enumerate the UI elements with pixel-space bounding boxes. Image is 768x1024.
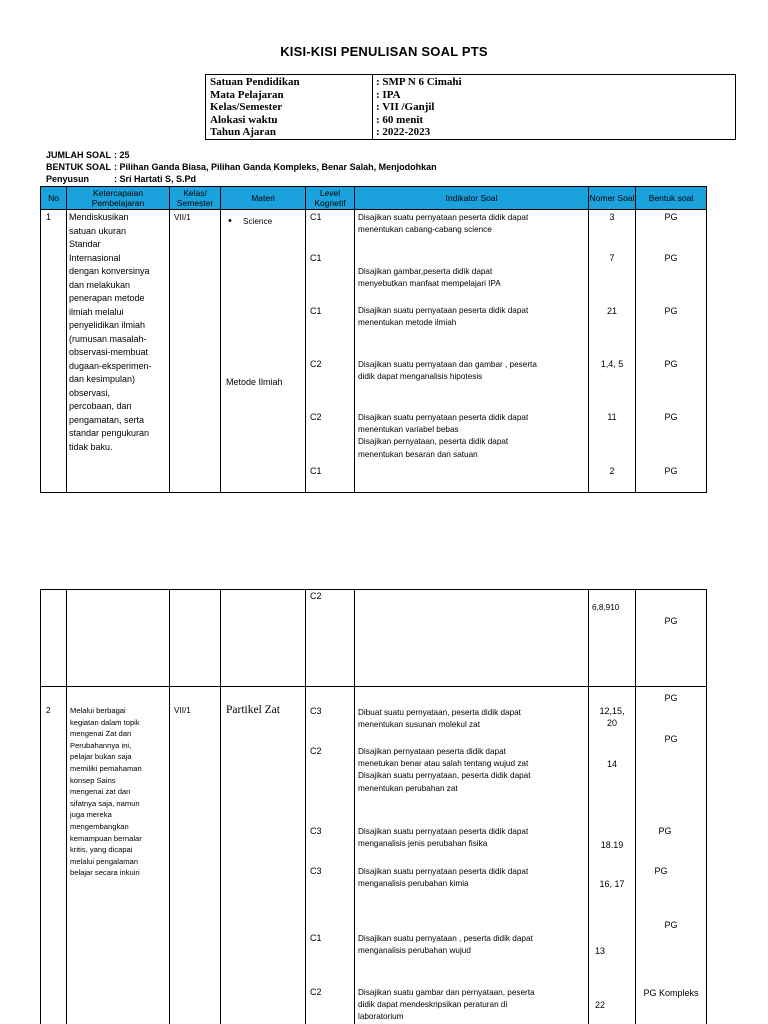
text-line: observasi, <box>69 387 111 398</box>
level: C2 <box>310 746 322 756</box>
text-line: menentukan perubahan zat <box>358 783 458 793</box>
text-line: didik dapat mendeskripsikan peraturan di <box>358 1000 508 1010</box>
text-line: menyebutkan manfaat mempelajari IPA <box>358 279 501 289</box>
text-line: mengenai Zat dan <box>70 729 132 739</box>
text-line: Standar <box>69 239 101 249</box>
indikator <box>358 212 528 236</box>
text-line: dugaan-eksperimen- <box>69 360 152 371</box>
text-line: Disajikan suatu pernyataan peserta didik dapat <box>358 306 529 315</box>
table-border <box>706 589 707 1024</box>
nomor-soal: 3 <box>609 212 615 222</box>
text-line: kemampuan bernalar <box>70 833 142 843</box>
header-level: Level Kognetif <box>305 186 355 210</box>
ketercapaian-text <box>70 705 170 879</box>
penyusun <box>46 174 196 185</box>
identity-label: Kelas/Semester <box>210 101 283 113</box>
text-line: Disajikan suatu pernyataan peserta didik dapat <box>358 827 529 836</box>
text-line: didik dapat menganalisis hipotesis <box>358 372 483 382</box>
indikator <box>358 412 528 461</box>
level: C1 <box>310 466 322 476</box>
identity-label: Tahun Ajaran <box>210 126 276 138</box>
nomor-soal: 7 <box>609 253 615 263</box>
materi-partikel-zat: Partikel Zat <box>226 704 280 716</box>
nomor-soal: 16, 17 <box>599 879 625 889</box>
text-line: Perubahannya ini, <box>70 740 132 750</box>
identity-divider <box>372 75 373 139</box>
text-line: ilmiah melalui <box>69 306 124 317</box>
text-line: Disajikan suatu gambar dan pernyataan, peserta <box>358 988 535 997</box>
text-line: observasi-membuat <box>69 347 149 357</box>
level: C3 <box>310 866 322 876</box>
bentuk-soal-value: PG <box>664 693 678 703</box>
bentuk-soal-value: PG <box>664 359 678 369</box>
text-line: Mendiskusikan <box>69 212 129 222</box>
nomor-soal: 13 <box>595 946 606 956</box>
text-line: Melalui berbagai <box>70 706 126 715</box>
meta-label: JUMLAH SOAL <box>46 150 111 160</box>
indikator <box>358 746 531 795</box>
text-line: memiliki pemahaman <box>70 763 142 773</box>
nomor-soal: 1,4, 5 <box>600 359 624 369</box>
indikator <box>358 826 528 850</box>
text-line: dan kesimpulan) <box>69 374 136 384</box>
level: C2 <box>310 987 322 997</box>
identity-labels <box>210 76 300 139</box>
text-line: percobaan, dan <box>69 401 132 411</box>
table-border <box>66 209 67 493</box>
text-line: (rumusan masalah- <box>69 333 147 344</box>
meta-value: : Pilihan Ganda Biasa, Pilihan Ganda Kompleks, Benar Salah, Menjodohkan <box>114 162 437 172</box>
text-line: mengenai zat dan <box>70 787 131 797</box>
kelas-semester: VII/1 <box>174 213 191 222</box>
materi-metode-ilmiah: Metode Ilmiah <box>226 377 283 387</box>
bullet-icon: • <box>228 215 232 227</box>
bentuk-soal <box>46 162 437 173</box>
level: C1 <box>310 212 322 222</box>
text-line: konsep Sains <box>70 775 116 785</box>
bentuk-soal-value: PG Kompleks <box>643 988 699 998</box>
indikator <box>358 987 535 1024</box>
bentuk-soal-value: PG <box>664 920 678 930</box>
nomor-soal: 21 <box>606 306 617 316</box>
nomor-soal: 22 <box>595 1000 606 1010</box>
bentuk-soal-value: PG <box>664 466 678 476</box>
text-line: Disajikan gambar,peserta didik dapat <box>358 267 493 276</box>
header-ketercapaian: Ketercapaian Pembelajaran <box>66 186 170 210</box>
table-border <box>40 686 707 687</box>
text-line: pelajar bukan saja <box>70 752 132 762</box>
header-no: No <box>40 186 67 210</box>
text-line: pengamatan, serta <box>69 414 145 425</box>
table-border <box>588 589 589 1024</box>
identity-value: : IPA <box>376 88 401 101</box>
text-line: Internasional <box>69 252 121 263</box>
nomor-soal: 6,8,910 <box>592 603 620 612</box>
header-nomor: Nomer Soal <box>588 186 636 210</box>
identity-value: : SMP N 6 Cimahi <box>376 76 462 88</box>
identity-value: : 2022-2023 <box>376 126 431 138</box>
text-line: menganalisis perubahan wujud <box>358 946 471 956</box>
meta-value: : Sri Hartati S, S.Pd <box>114 174 197 184</box>
text-line: tidak baku. <box>69 441 113 452</box>
nomor-soal: 14 <box>606 759 617 769</box>
table-border <box>40 492 707 493</box>
bentuk-soal-value: PG <box>664 253 678 263</box>
text-line: Dibuat suatu pernyataan, peserta didik dapat <box>358 708 521 717</box>
text-line: juga mereka <box>70 810 112 820</box>
level: C2 <box>310 359 322 369</box>
meta-value: : 25 <box>114 150 130 160</box>
table-border <box>305 209 306 493</box>
text-line: Disajikan suatu pernyataan peserta didik dapat <box>358 413 529 422</box>
table-border <box>635 589 636 1024</box>
text-line: Disajikan suatu pernyataan , peserta didik dapat <box>358 934 533 943</box>
text-line: menentukan susunan molekul zat <box>358 720 480 730</box>
table-border <box>220 209 221 493</box>
identity-label: Alokasi waktu <box>210 113 278 126</box>
table-border <box>305 589 306 1024</box>
identity-value: : VII /Ganjil <box>376 101 435 113</box>
identity-label: Mata Pelajaran <box>210 88 284 101</box>
bentuk-soal-value: PG <box>664 734 678 744</box>
header-materi: Materi <box>220 186 306 210</box>
bentuk-soal-value: PG <box>664 412 678 422</box>
indikator <box>358 866 528 890</box>
row-number: 2 <box>46 706 51 715</box>
text-line: sifatnya saja, namun <box>70 798 140 808</box>
text-line: laboratorium <box>358 1012 404 1022</box>
table-border <box>40 589 707 590</box>
table-border <box>354 589 355 1024</box>
table-border <box>169 209 170 493</box>
table-border <box>40 209 41 493</box>
text-line: menganalisis jenis perubahan fisika <box>358 839 488 849</box>
identity-label: Satuan Pendidikan <box>210 76 300 88</box>
indikator <box>358 707 521 731</box>
level: C2 <box>310 591 322 601</box>
meta-label: Penyusun <box>46 174 90 184</box>
indikator <box>358 359 537 383</box>
header-kelas-semester: Kelas/ Semester <box>169 186 221 210</box>
text-line: kritis, yang dicapai <box>70 845 133 855</box>
meta-label: BENTUK SOAL <box>46 162 111 172</box>
text-line: menentukan variabel bebas <box>358 425 459 435</box>
bentuk-soal-value: PG <box>664 212 678 222</box>
text-line: Disajikan suatu pernyataan, peserta didik dapat <box>358 771 531 781</box>
text-line: penyelidikan ilmiah <box>69 320 146 330</box>
text-line: satuan ukuran <box>69 225 127 236</box>
level: C3 <box>310 706 322 716</box>
identity-box <box>205 74 736 140</box>
text-line: menentukan metode ilmiah <box>358 318 457 328</box>
text-line: menganalisis perubahan kimia <box>358 879 469 889</box>
ketercapaian-text <box>69 211 169 454</box>
text-line: melalui pengalaman <box>70 856 138 866</box>
level: C1 <box>310 933 322 943</box>
text-line: menentukan cabang-cabang science <box>358 225 492 235</box>
level: C1 <box>310 253 322 263</box>
jumlah-soal <box>46 150 130 161</box>
indikator <box>358 266 501 290</box>
nomor-soal: 18.19 <box>600 840 624 850</box>
level: C1 <box>310 306 322 316</box>
nomor-soal: 2 <box>609 466 615 476</box>
text-line: Disajikan pernyataan, peserta didik dapat <box>358 437 509 447</box>
text-line: Disajikan suatu pernyataan peserta didik dapat <box>358 867 529 876</box>
header-bentuk: Bentuk soal <box>635 186 707 210</box>
header-indikator: Indikator Soal <box>354 186 589 210</box>
identity-value: : 60 menit <box>376 113 424 126</box>
indikator <box>358 305 528 329</box>
document-title: KISI-KISI PENULISAN SOAL PTS <box>280 44 488 59</box>
text-line: dengan konversinya <box>69 266 150 276</box>
text-line: mengembangkan <box>70 821 129 831</box>
table-border <box>40 589 41 1024</box>
text-line: Disajikan pernyataan peserta didik dapat <box>358 747 506 756</box>
text-line: Disajikan suatu pernyataan dan gambar , peserta <box>358 360 537 369</box>
row-number: 1 <box>46 212 52 222</box>
bentuk-soal-value: PG <box>664 306 678 316</box>
bentuk-soal-value: PG <box>664 616 678 626</box>
identity-values <box>376 76 462 139</box>
text-line: belajar secara inkuiri <box>70 868 140 878</box>
text-line: menentukan besaran dan satuan <box>358 449 478 459</box>
nomor-soal: 11 <box>607 412 617 422</box>
table-border <box>354 209 355 493</box>
nomor-soal: 12,15, 20 <box>599 706 625 728</box>
text-line: kegiatan dalam topik <box>70 717 140 727</box>
text-line: penerapan metode <box>69 293 145 303</box>
bentuk-soal-value: PG <box>654 866 668 876</box>
level: C3 <box>310 826 322 836</box>
text-line: menetukan benar atau salah tentang wujud zat <box>358 759 529 769</box>
kelas-semester: VII/1 <box>174 706 191 715</box>
table-border <box>66 589 67 1024</box>
text-line: dan melakukan <box>69 279 131 290</box>
level: C2 <box>310 412 322 422</box>
bentuk-soal-value: PG <box>658 826 672 836</box>
materi-science: Science <box>243 217 273 226</box>
table-border <box>220 589 221 1024</box>
text-line: Disajikan suatu pernyataan peserta didik dapat <box>358 213 529 222</box>
text-line: standar pengukuran <box>69 428 150 438</box>
indikator <box>358 933 533 957</box>
